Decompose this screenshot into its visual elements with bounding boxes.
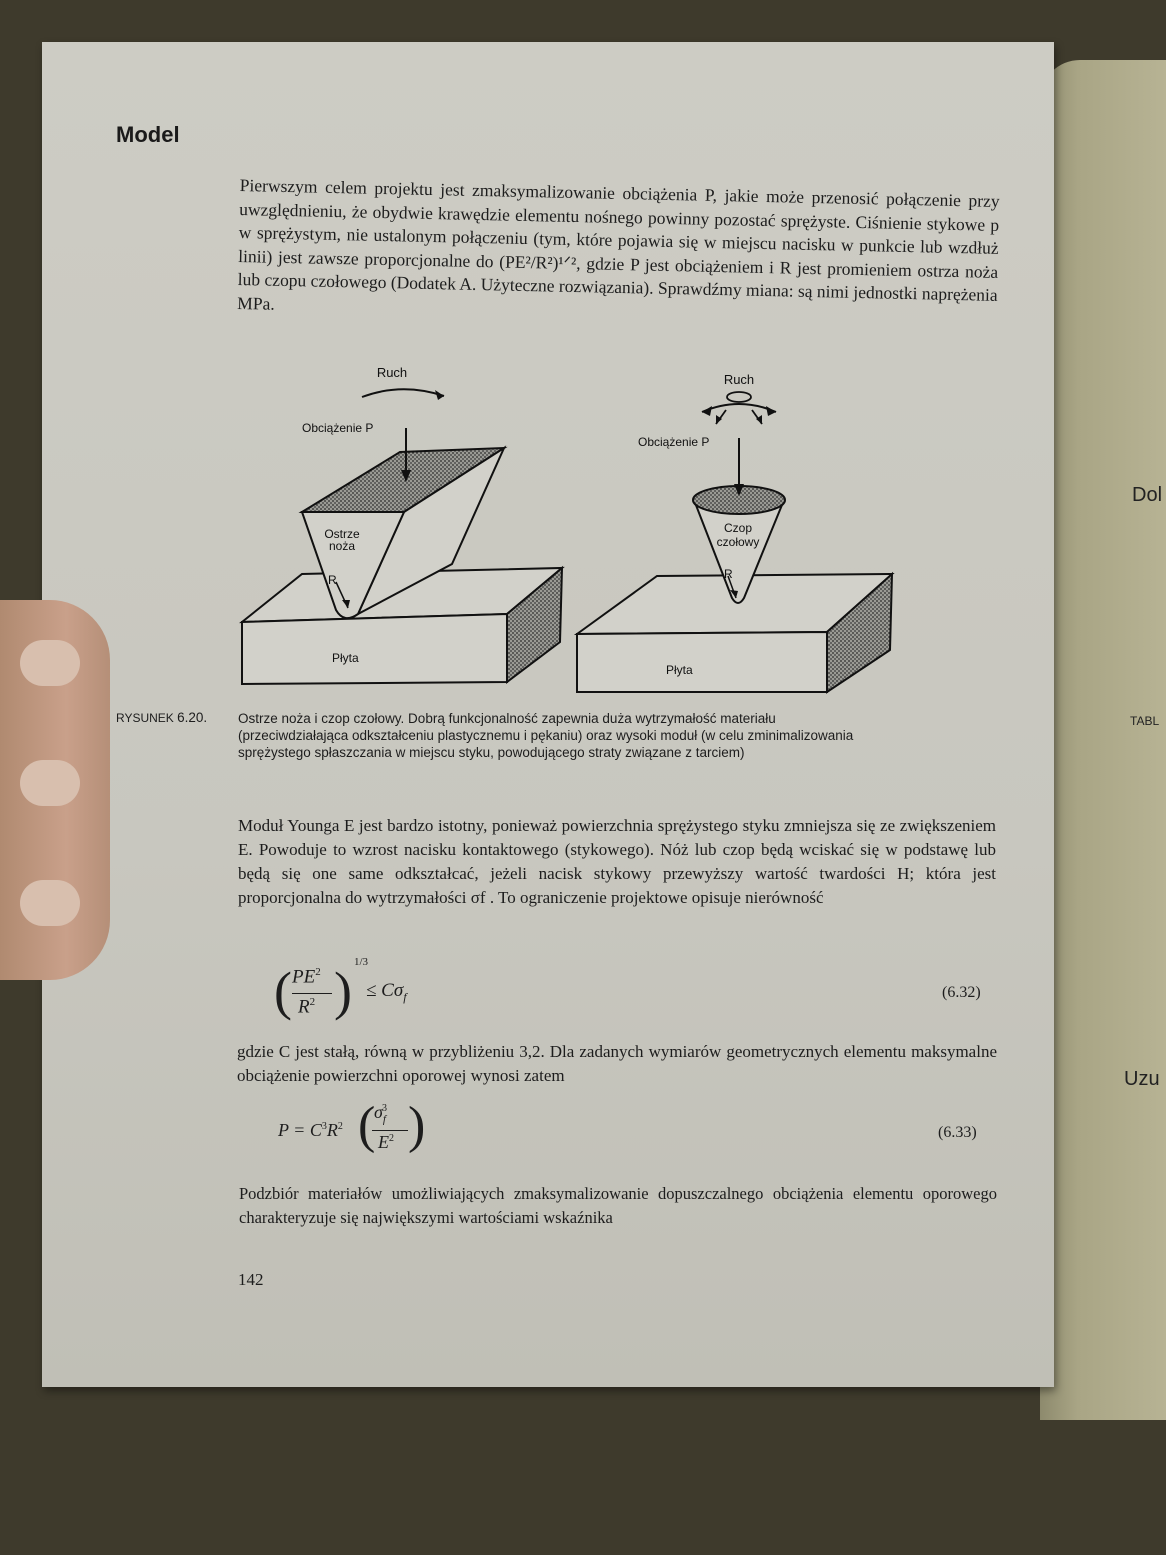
eq2-denominator-exp: 2: [389, 1133, 394, 1144]
thumb-holding-page: [0, 600, 110, 980]
equation-6-33-number: (6.33): [938, 1124, 977, 1141]
facing-page: [1040, 60, 1166, 1420]
facing-page-text-3: Uzu: [1124, 1068, 1160, 1090]
eq2-c-exp: 3: [321, 1121, 327, 1132]
eq2-denominator: E: [378, 1132, 389, 1152]
eq1-numerator: PE: [292, 966, 316, 988]
eq2-r: R: [326, 1120, 338, 1140]
eq1-denominator-exp: 2: [309, 996, 316, 1008]
facing-page-text-2: TABL: [1130, 714, 1160, 728]
figure-knife-edge-and-pivot: [232, 352, 912, 702]
right-pivot-label-1: Czop: [723, 521, 753, 535]
page-number: 142: [238, 1270, 264, 1289]
eq2-lhs: P = C: [278, 1120, 322, 1140]
left-blade-label-2: noża: [328, 539, 356, 553]
figure-caption: Ostrze noża i czop czołowy. Dobrą funkcjonalność zapewnia duża wytrzymałość materiału (przeciwdziałająca odkształceniu plastycznemu i pękaniu) oraz wysoki moduł (w celu zminimalizowania sprężystego spłaszczania w miejscu styku, powodującego straty związane z tarciem): [238, 711, 854, 760]
eq2-r-exp: 2: [337, 1121, 343, 1132]
intro-paragraph: Pierwszym celem projektu jest zmaksymalizowanie obciążenia P, jakie może przenosić połączenie przy uwzględnieniu, że obydwie krawędzie elementu nośnego powinny pozostać sprężyste. Ciśnienie stykowe p w sprężystym, nie ustalonym połączeniu (tym, które pojawia się w miejscu nacisku w punkcie lub wzdłuż linii) jest zawsze proporcjonalne do (PE²/R²)¹ᐟ², gdzie P jest obciążeniem i R jest promieniem ostrza noża lub czopu czołowego (Dodatek A. Użyteczne rozwiązania). Sprawdźmy miana: są nimi jednostki naprężenia MPa.: [237, 174, 1000, 314]
eq1-numerator-exp: 2: [315, 966, 321, 978]
material-subset-paragraph: Podzbiór materiałów umożliwiających zmaksymalizowanie dopuszczalnego obciążenia elementu oporowego charakteryzuje się największymi wartościami wskaźnika: [239, 1184, 997, 1227]
equation-6-33: $P = C^3R^2$ ( $\sigma_f^3$ $E^2$ ): [278, 1097, 426, 1154]
eq1-rhs: ≤ Cσ: [366, 980, 404, 1001]
right-radius-label: R: [724, 567, 733, 581]
figure-label-word: RYSUNEK: [116, 711, 174, 725]
left-radius-label: R: [328, 573, 337, 587]
right-plate-label: Płyta: [666, 663, 693, 677]
eq2-numerator-exp: 3: [381, 1103, 387, 1114]
right-motion-label: Ruch: [723, 372, 755, 387]
figure-label: [116, 710, 207, 725]
eq1-denominator: R: [298, 996, 310, 1018]
eq2-numerator-sub: f: [382, 1113, 386, 1126]
figure-number: 6.20.: [177, 710, 208, 725]
left-blade-label-1: Ostrze: [324, 527, 360, 541]
eq2-numerator: σ: [374, 1102, 383, 1122]
section-heading: Model: [116, 122, 180, 147]
right-pivot-label-2: czołowy: [716, 535, 760, 549]
left-plate-label: Płyta: [332, 651, 359, 665]
left-load-label: Obciążenie P: [302, 421, 374, 435]
eq1-power: 1/3: [354, 956, 369, 968]
constant-paragraph: gdzie C jest stałą, równą w przybliżeniu 3,2. Dla zadanych wymiarów geometrycznych elementu maksymalne obciążenie powierzchni oporowej wynosi zatem: [237, 1042, 997, 1085]
book-page: [42, 42, 1054, 1387]
equation-6-32-number: (6.32): [942, 984, 981, 1001]
right-load-label: Obciążenie P: [638, 435, 710, 449]
facing-page-text-1: Dol: [1132, 484, 1163, 506]
left-motion-label: Ruch: [376, 365, 408, 380]
young-modulus-paragraph: Moduł Younga E jest bardzo istotny, ponieważ powierzchnia sprężystego styku zmniejsza się ze zwiększeniem E. Powoduje to wzrost nacisku kontaktowego (stykowego). Nóż lub czop będą wciskać się w podstawę lub będą się one same odkształcać, jeżeli nacisk stykowy przewyższy wartość twardości H; która jest proporcjonalna do wytrzymałości σf . To ograniczenie projektowe opisuje nierówność: [238, 816, 996, 907]
knife-edge-diagram: [242, 389, 562, 684]
equation-6-32: ( $PE^2$ $R^2$ ) 1/3 ≤ $C\sigma_f$: [274, 956, 407, 1021]
eq1-rhs-sub: f: [403, 989, 407, 1004]
